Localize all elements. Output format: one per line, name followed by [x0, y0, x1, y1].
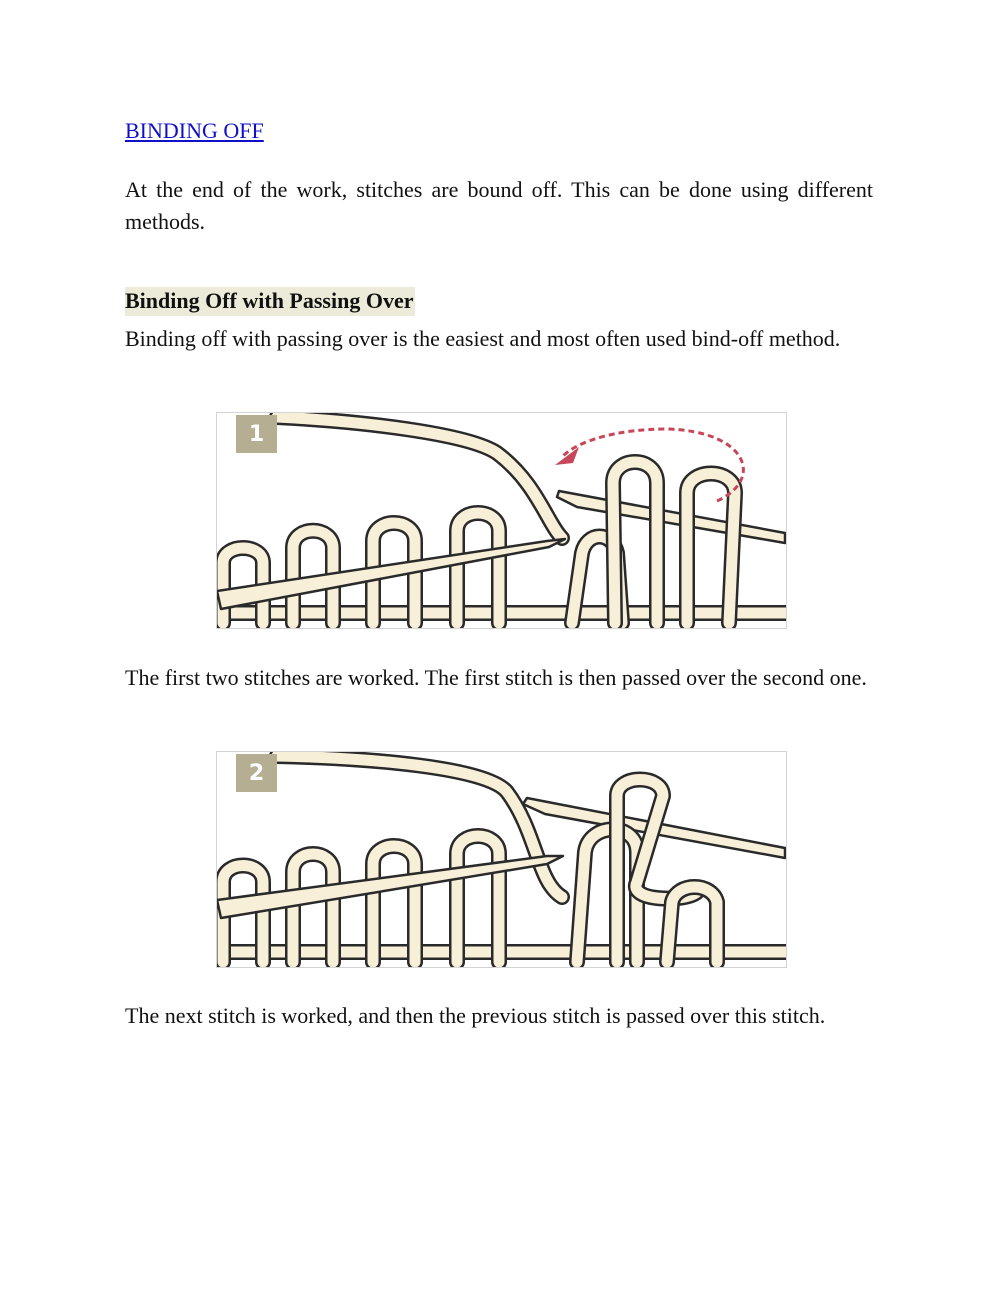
figure-2-caption: The next stitch is worked, and then the previous stitch is passed over this stitch.: [125, 1003, 826, 1028]
intro-paragraph: At the end of the work, stitches are bound off. This can be done using different methods.: [125, 177, 873, 234]
figure-1-caption: The first two stitches are worked. The first stitch is then passed over the second one.: [125, 665, 867, 690]
step-badge-1: 1: [236, 415, 277, 453]
subsection-paragraph: Binding off with passing over is the easiest and most often used bind-off method.: [125, 326, 841, 351]
bind-off-step-1-drawing: [217, 413, 786, 628]
bind-off-step-2-drawing: [217, 752, 786, 967]
knitting-illustration-step-1: [216, 412, 787, 629]
knitting-illustration-step-2: [216, 751, 787, 968]
step-badge-2: 2: [236, 754, 277, 792]
subsection-heading: Binding Off with Passing Over: [125, 287, 415, 316]
section-title-link[interactable]: BINDING OFF: [125, 118, 264, 143]
